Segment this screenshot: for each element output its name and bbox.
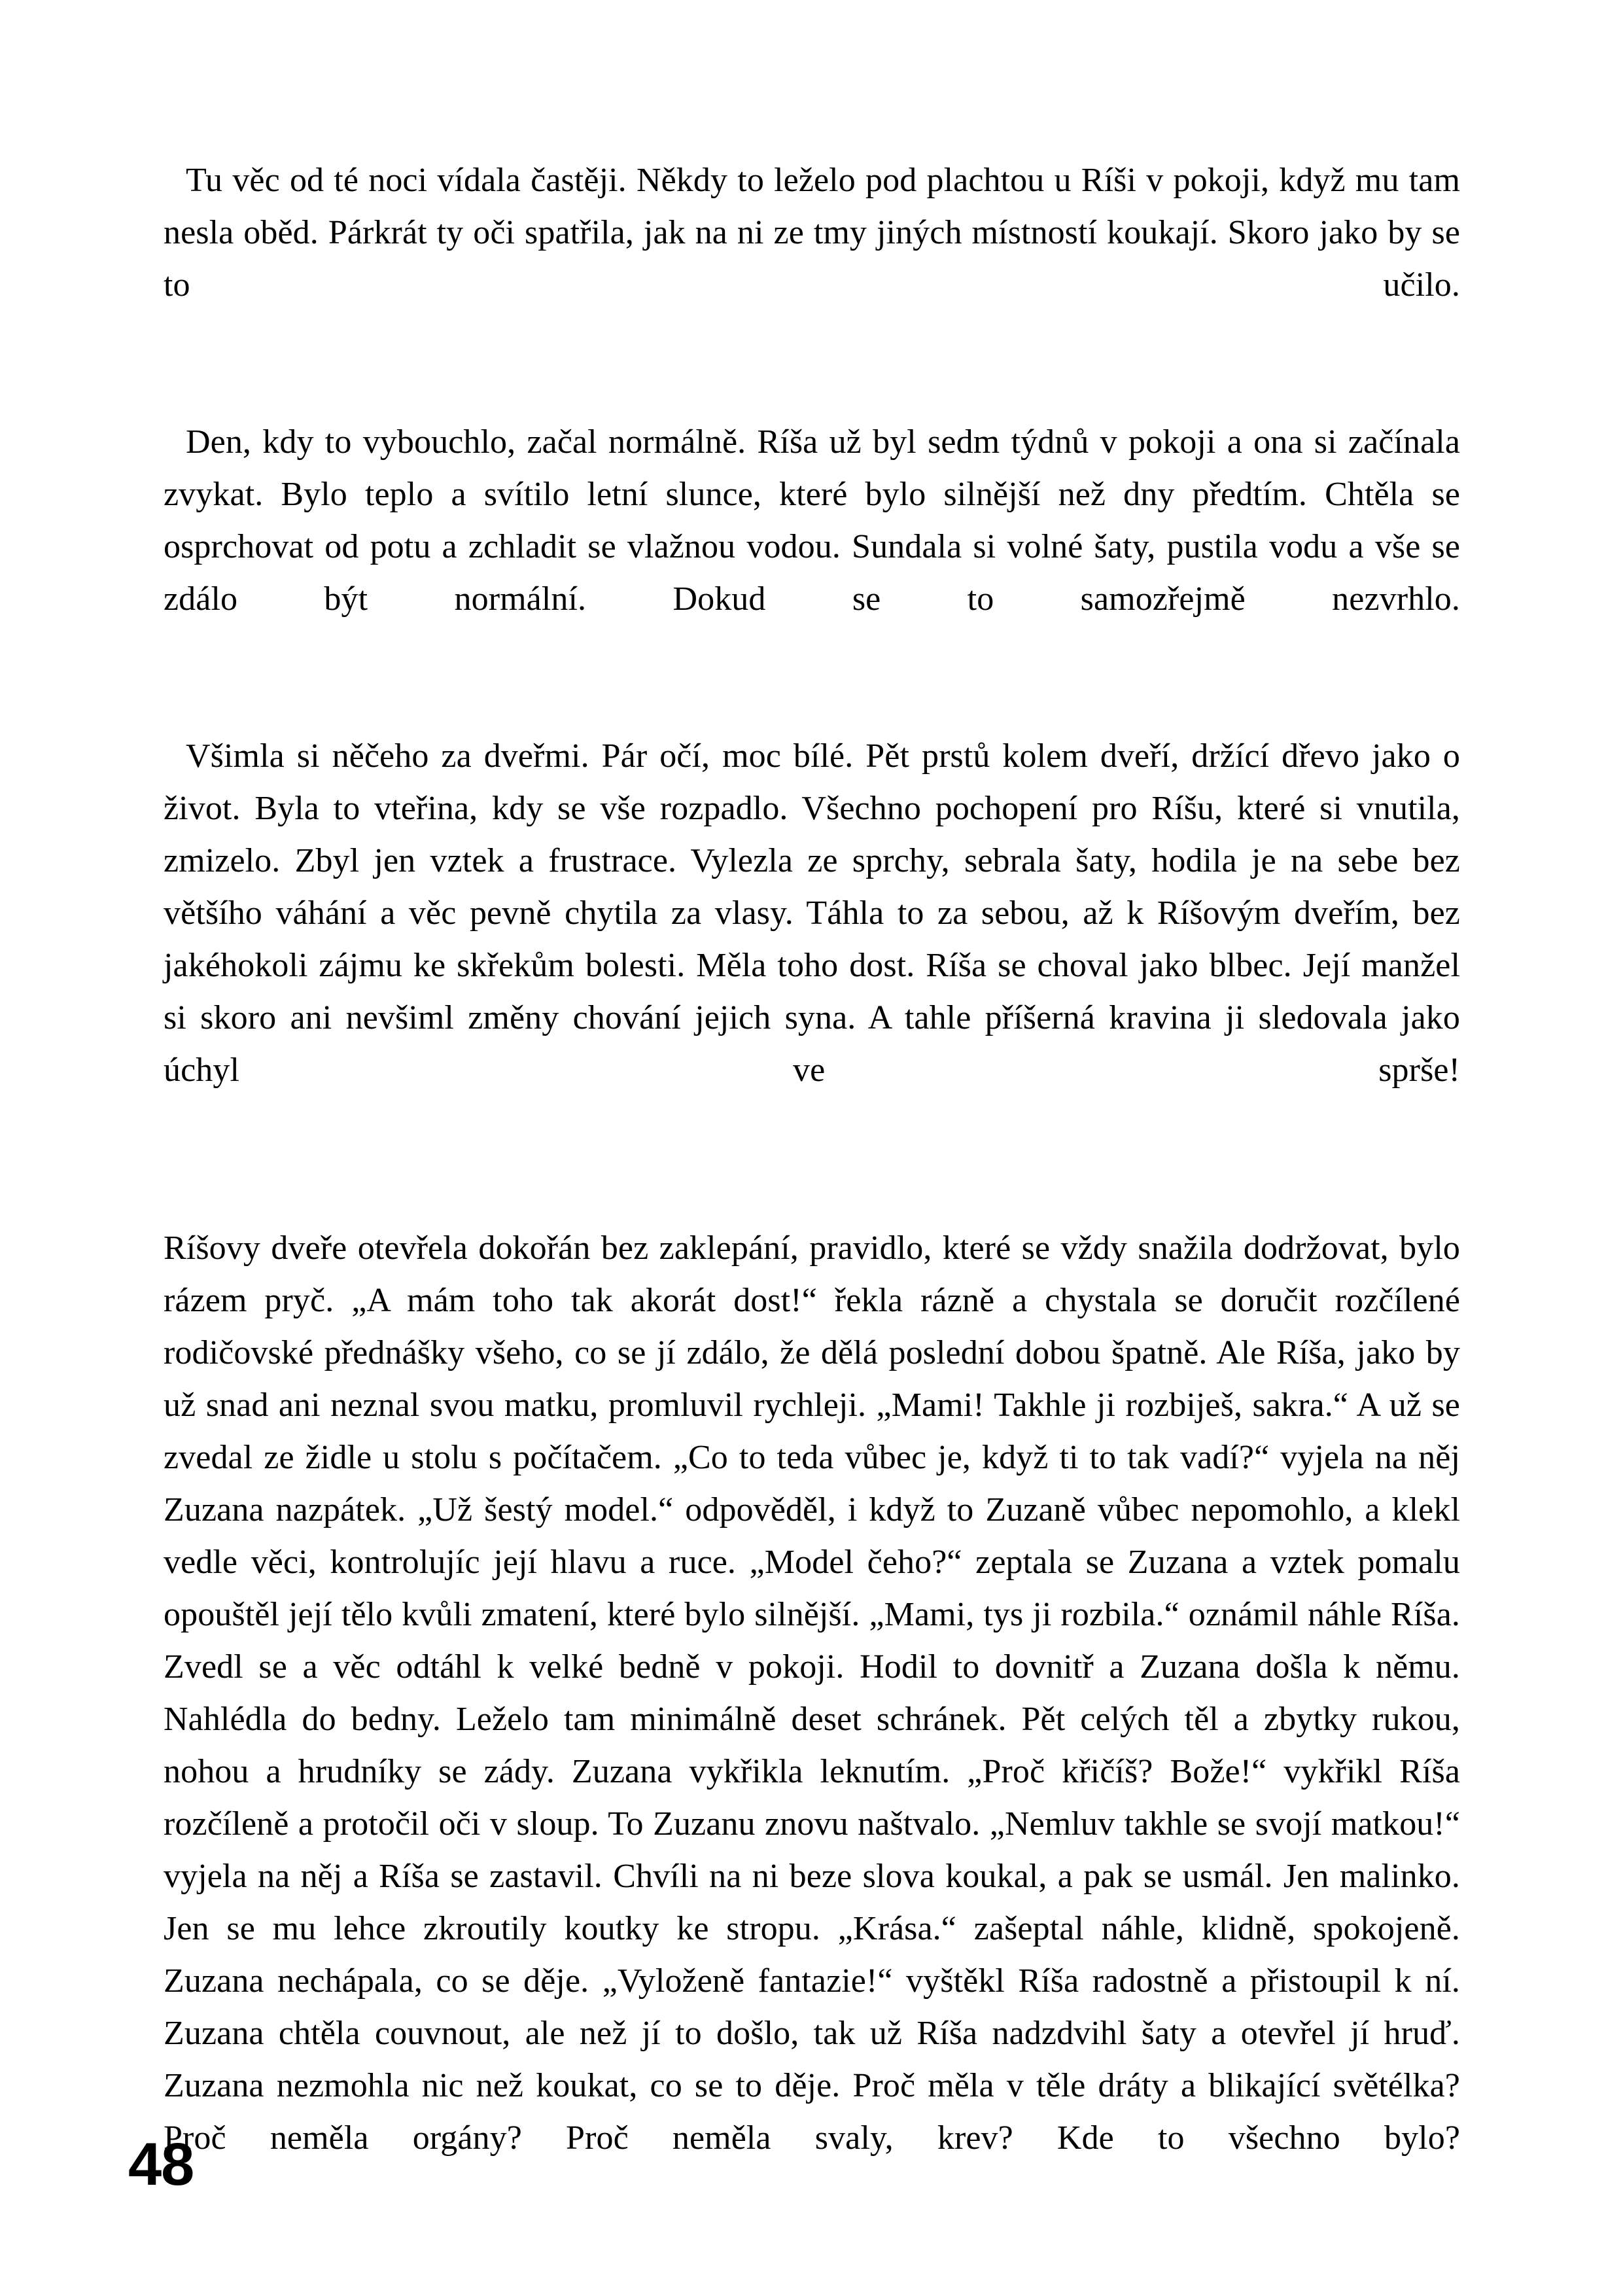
body-paragraph: Den, kdy to vybouchlo, začal normálně. Ríša už byl sedm týdnů v pokoji a ona si začínala zvykat. Bylo teplo a svítilo letní slunce, které bylo silnější než dny předtím. Chtěla se osprchovat od potu a zchladit se vlažnou vodou. Sundala si volné šaty, pustila vodu a vše se zdálo být normální. Dokud se to samozřejmě nezvrhlo. — [164, 423, 1460, 618]
page-number: 48 — [128, 2131, 194, 2198]
page-text-block — [164, 154, 1460, 2217]
body-paragraph: Ríšovy dveře otevřela dokořán bez zaklepání, pravidlo, které se vždy snažila dodržovat, bylo rázem pryč. „A mám toho tak akorát dost!“ řekla rázně a chystala se doručit rozčílené rodičovské přednášky všeho, co se jí zdálo, že dělá poslední dobou špatně. Ale Ríša, jako by už snad ani neznal svou matku, promluvil rychleji. „Mami! Takhle ji rozbiješ, sakra.“ A už se zvedal ze židle u stolu s počítačem. „Co to teda vůbec je, když ti to tak vadí?“ vyjela na něj Zuzana nazpátek. „Už šestý model.“ odpověděl, i když to Zuzaně vůbec nepomohlo, a klekl vedle věci, kontrolujíc její hlavu a ruce. „Model čeho?“ zeptala se Zuzana a vztek pomalu opouštěl její tělo kvůli zmatení, které bylo silnější. „Mami, tys ji rozbila.“ oznámil náhle Ríša. Zvedl se a věc odtáhl k velké bedně v pokoji. Hodil to dovnitř a Zuzana došla k němu. Nahlédla do bedny. Leželo tam minimálně deset schránek. Pět celých těl a zbytky rukou, nohou a hrudníky se zády. Zuzana vykřikla leknutím. „Proč křičíš? Bože!“ vykřikl Ríša rozčíleně a protočil oči v sloup. To Zuzanu znovu naštvalo. „Nemluv takhle se svojí matkou!“ vyjela na něj a Ríša se zastavil. Chvíli na ni beze slova koukal, a pak se usmál. Jen malinko. Jen se mu lehce zkroutily koutky ke stropu. „Krása.“ zašeptal náhle, klidně, spokojeně. Zuzana nechápala, co se děje. „Vyloženě fantazie!“ vyštěkl Ríša radostně a přistoupil k ní. Zuzana chtěla couvnout, ale než jí to došlo, tak už Ríša nadzdvihl šaty a otevřel jí hruď. Zuzana nezmohla nic než koukat, co se to děje. Proč měla v těle dráty a blikající světélka? Proč neměla orgány? Proč neměla svaly, krev? Kde to všechno bylo? — [164, 1229, 1460, 2157]
body-paragraph: Všimla si něčeho za dveřmi. Pár očí, moc bílé. Pět prstů kolem dveří, držící dřevo jako o život. Byla to vteřina, kdy se vše rozpadlo. Všechno pochopení pro Ríšu, které si vnutila, zmizelo. Zbyl jen vztek a frustrace. Vylezla ze sprchy, sebrala šaty, hodila je na sebe bez většího váhání a věc pevně chytila za vlasy. Táhla to za sebou, až k Ríšovým dveřím, bez jakéhokoli zájmu ke skřekům bolesti. Měla toho dost. Ríša se choval jako blbec. Její manžel si skoro ani nevšiml změny chování jejich syna. A tahle příšerná kravina ji sledovala jako úchyl ve sprše! — [164, 737, 1460, 1089]
body-paragraph: Tu věc od té noci vídala častěji. Někdy to leželo pod plachtou u Ríši v pokoji, když mu tam nesla oběd. Párkrát ty oči spatřila, jak na ni ze tmy jiných místností koukají. Skoro jako by se to učilo. — [164, 162, 1460, 304]
